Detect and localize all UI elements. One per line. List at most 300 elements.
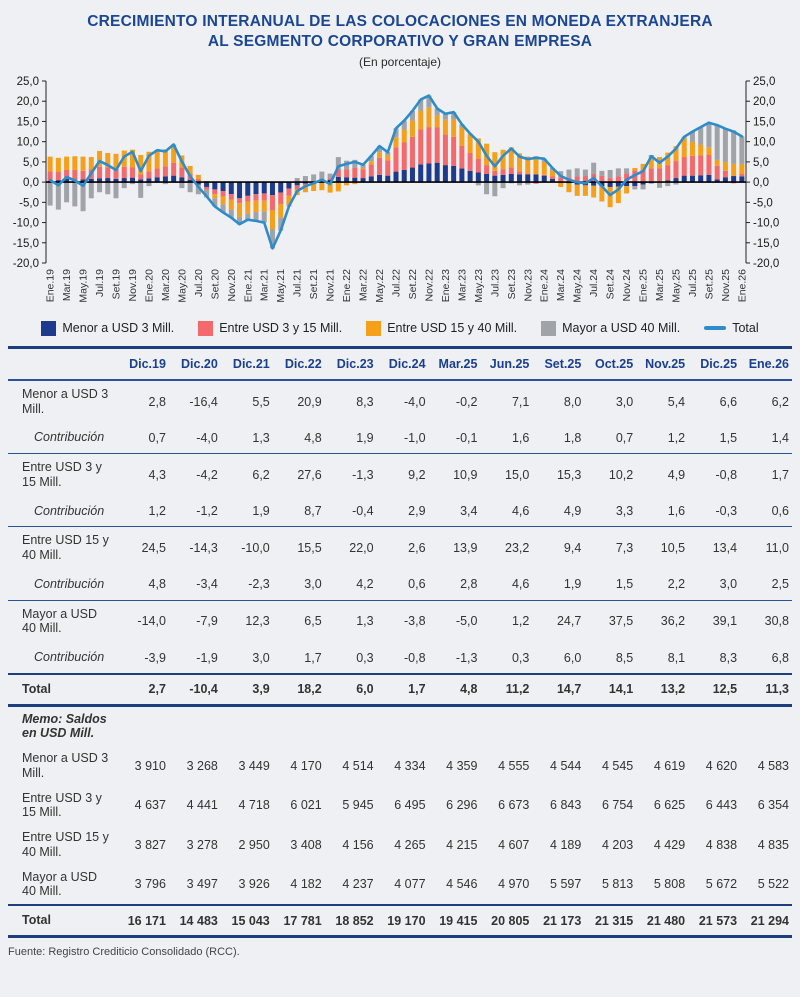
table-cell: -0,3 xyxy=(715,504,738,519)
bar-segment xyxy=(130,167,135,178)
bar-segment xyxy=(385,155,390,160)
table-cell: 1,5 xyxy=(719,430,738,445)
bar-segment xyxy=(122,167,127,178)
bar-segment xyxy=(138,182,143,198)
table-cell xyxy=(636,705,688,746)
bar-segment xyxy=(698,175,703,182)
x-tick-label: Jul.22 xyxy=(390,268,403,297)
table-cell: 14 483 xyxy=(169,905,221,936)
table-header-row xyxy=(8,347,792,380)
table-cell: 6 296 xyxy=(446,798,478,813)
table-row-value xyxy=(8,600,792,642)
bar-segment xyxy=(385,176,390,182)
column-header: Dic.22 xyxy=(273,347,325,380)
bar-segment xyxy=(492,182,497,196)
table-cell: 6,0 xyxy=(563,650,582,665)
table-cell: 4 838 xyxy=(705,837,738,852)
table-row-total xyxy=(8,674,792,705)
table-cell: 1,8 xyxy=(563,430,582,445)
bar-segment xyxy=(484,165,489,174)
y-tick-label-right: -15,0 xyxy=(753,237,780,250)
table-cell: 19 415 xyxy=(429,905,481,936)
bar-segment xyxy=(237,182,242,198)
table-cell: 13,9 xyxy=(429,527,481,569)
orange-swatch-icon xyxy=(366,321,381,336)
y-tick-label-right: 15,0 xyxy=(753,116,776,129)
x-tick-label: Jul.23 xyxy=(489,268,502,297)
bar-segment xyxy=(608,187,613,207)
table-cell: 1,7 xyxy=(377,674,429,705)
table-row-memo xyxy=(8,825,792,865)
table-cell: 5 808 xyxy=(653,877,686,892)
table-cell: 7,1 xyxy=(511,394,530,409)
table-cell: -10,0 xyxy=(221,527,273,569)
table-row-value xyxy=(8,454,792,496)
chart-subtitle: (En porcentaje) xyxy=(358,54,442,69)
row-label: Mayor a USD 40 Mill. xyxy=(22,869,98,899)
row-label: Entre USD 15 y 40 Mill. xyxy=(8,527,117,569)
table-cell: 2 950 xyxy=(238,837,270,852)
table-cell: 3 278 xyxy=(186,837,218,852)
table-cell: 5,5 xyxy=(252,394,270,409)
table-cell xyxy=(688,705,740,746)
table-row-value xyxy=(8,527,792,569)
bar-segment xyxy=(278,193,283,204)
table-cell: 4,2 xyxy=(356,577,374,592)
bar-segment xyxy=(394,172,399,183)
x-tick-label: Mar.24 xyxy=(555,268,568,302)
column-header: Dic.25 xyxy=(688,347,740,380)
table-cell xyxy=(169,705,221,746)
table-cell: 3 796 xyxy=(134,877,166,892)
x-tick-label: Jul.20 xyxy=(192,268,205,297)
table-cell: 6,2 xyxy=(771,394,789,409)
table-cell: 1,9 xyxy=(356,430,374,445)
table-cell: -3,8 xyxy=(377,600,429,642)
bar-segment xyxy=(114,182,119,198)
legend-item-3-15 xyxy=(198,321,342,336)
table-cell: 21 173 xyxy=(532,905,584,936)
x-tick-label: Nov.19 xyxy=(127,268,139,302)
x-tick-label: Jul.21 xyxy=(291,268,304,297)
table-cell: -0,8 xyxy=(403,650,426,665)
table-cell: 12,5 xyxy=(688,674,740,705)
data-table xyxy=(8,346,792,938)
table-cell: 8,3 xyxy=(719,650,738,665)
bar-segment xyxy=(105,167,110,178)
bar-segment xyxy=(459,168,464,182)
table-cell: 6 495 xyxy=(394,798,426,813)
table-cell: 5,4 xyxy=(667,394,686,409)
table-cell: 24,5 xyxy=(117,527,169,569)
row-label: Contribución xyxy=(34,430,105,445)
row-label: Contribución xyxy=(34,503,105,518)
x-tick-label: Mar.20 xyxy=(159,268,172,302)
table-cell xyxy=(377,705,429,746)
legend xyxy=(0,321,800,336)
bar-segment xyxy=(163,176,168,182)
row-label: Entre USD 3 y 15 Mill. xyxy=(8,454,117,496)
table-cell: 5 522 xyxy=(757,877,789,892)
bar-segment xyxy=(385,160,390,175)
bar-segment xyxy=(616,168,621,176)
bar-segment xyxy=(731,130,736,164)
table-cell: 2,5 xyxy=(771,577,789,592)
bar-segment xyxy=(344,169,349,177)
x-tick-label: Set.25 xyxy=(703,268,716,300)
bar-segment xyxy=(534,174,539,182)
table-cell: 1,9 xyxy=(563,577,582,592)
bar-segment xyxy=(665,165,670,180)
table-cell: 14,1 xyxy=(584,674,636,705)
bar-segment xyxy=(641,184,646,189)
bar-segment xyxy=(624,186,629,193)
table-cell: 0,7 xyxy=(148,430,166,445)
table-cell: 4,9 xyxy=(636,454,688,496)
bar-segment xyxy=(674,161,679,178)
table-cell: 4,8 xyxy=(429,674,481,705)
table-cell: 4 156 xyxy=(342,837,374,852)
bar-segment xyxy=(311,174,316,181)
table-cell: 0,6 xyxy=(408,577,426,592)
bar-segment xyxy=(484,174,489,182)
bar-segment xyxy=(624,168,629,173)
y-tick-label-left: 25,0 xyxy=(16,75,39,88)
table-cell: 5 813 xyxy=(601,877,634,892)
bar-segment xyxy=(698,155,703,175)
table-cell: 8,5 xyxy=(615,650,634,665)
bar-segment xyxy=(179,182,184,188)
x-tick-label: May.22 xyxy=(374,268,386,303)
bar-segment xyxy=(575,184,580,195)
bar-segment xyxy=(262,193,267,200)
table-cell: -14,3 xyxy=(169,527,221,569)
bar-segment xyxy=(163,166,168,176)
x-tick-label: Nov.22 xyxy=(423,268,436,302)
table-cell xyxy=(117,705,169,746)
y-tick-label-right: -10,0 xyxy=(753,217,780,230)
table-cell: 2,7 xyxy=(117,674,169,705)
y-tick-label-left: -20,0 xyxy=(12,257,39,270)
table-cell: 3,0 xyxy=(615,394,634,409)
column-header: Jun.25 xyxy=(480,347,532,380)
column-header: Dic.21 xyxy=(221,347,273,380)
bar-segment xyxy=(517,171,522,174)
table-cell: 13,2 xyxy=(636,674,688,705)
table-cell: 4 620 xyxy=(705,758,738,773)
table-cell: 4 546 xyxy=(446,877,478,892)
y-tick-label-right: 10,0 xyxy=(753,136,776,149)
row-label: Entre USD 15 y 40 Mill. xyxy=(22,830,109,859)
table-cell: 3,0 xyxy=(304,577,322,592)
table-cell: 4,6 xyxy=(511,577,530,592)
x-tick-label: Mar.21 xyxy=(258,268,271,302)
row-label: Contribución xyxy=(34,650,105,665)
row-label: Menor a USD 3 Mill. xyxy=(22,751,109,780)
bar-segment xyxy=(122,182,127,188)
x-tick-label: Set.20 xyxy=(209,268,222,300)
table-cell: 4 441 xyxy=(186,798,218,813)
table-cell: -10,4 xyxy=(169,674,221,705)
table-cell: 1,9 xyxy=(252,504,270,519)
table-cell: 7,3 xyxy=(584,527,636,569)
table-cell: 4 265 xyxy=(394,837,426,852)
table-cell: 21 294 xyxy=(740,905,792,936)
bar-segment xyxy=(451,119,456,136)
y-tick-label-right: 25,0 xyxy=(753,75,776,88)
bar-segment xyxy=(303,176,308,182)
table-cell: 3,4 xyxy=(460,504,478,519)
x-tick-label: Jul.25 xyxy=(687,268,699,297)
table-cell: 6,0 xyxy=(325,674,377,705)
table-cell: 3,3 xyxy=(615,504,634,519)
bar-segment xyxy=(443,120,448,135)
row-label: Total xyxy=(8,905,117,936)
table-cell: 15,0 xyxy=(480,454,532,496)
table-row-memo xyxy=(8,786,792,826)
bar-segment xyxy=(649,168,654,182)
bar-segment xyxy=(484,182,489,194)
table-cell: -1,3 xyxy=(325,454,377,496)
source-note: Fuente: Registro Crediticio Consolidado (RCC). xyxy=(8,945,240,958)
table-cell: 37,5 xyxy=(584,600,636,642)
bar-segment xyxy=(616,176,621,182)
table-cell: 24,7 xyxy=(532,600,584,642)
bar-segment xyxy=(509,167,514,173)
column-header: Dic.24 xyxy=(377,347,429,380)
bar-segment xyxy=(377,158,382,175)
bar-segment xyxy=(583,169,588,175)
bar-segment xyxy=(435,127,440,162)
chart-title-line2: AL SEGMENTO CORPORATIVO Y GRAN EMPRESA xyxy=(207,33,593,51)
table-cell: 3 449 xyxy=(238,758,270,773)
bar-segment xyxy=(492,152,497,171)
table-cell: 8,1 xyxy=(667,650,686,665)
bar-segment xyxy=(723,171,728,177)
y-tick-label-left: 10,0 xyxy=(16,136,39,149)
row-label: Menor a USD 3 Mill. xyxy=(22,386,109,416)
table-cell: 2,2 xyxy=(667,577,686,592)
bar-segment xyxy=(402,170,407,182)
x-tick-label: Ene.24 xyxy=(538,268,551,303)
bar-segment xyxy=(89,182,94,198)
table-cell: -3,9 xyxy=(144,650,166,665)
bar-segment xyxy=(459,146,464,169)
table-cell: 4,8 xyxy=(148,577,166,592)
table-cell: -1,3 xyxy=(455,650,478,665)
bar-segment xyxy=(410,137,415,168)
legend-label: Total xyxy=(732,321,759,336)
bar-segment xyxy=(599,176,604,182)
x-tick-label: May.19 xyxy=(77,268,90,303)
bar-segment xyxy=(657,182,662,187)
table-cell: 12,3 xyxy=(221,600,273,642)
bar-segment xyxy=(254,194,259,200)
table-cell: -16,4 xyxy=(189,394,218,409)
bar-segment xyxy=(319,182,324,190)
table-cell: -2,3 xyxy=(248,577,270,592)
bar-segment xyxy=(418,164,423,182)
column-header: Nov.25 xyxy=(636,347,688,380)
table-row-contribution xyxy=(8,496,792,527)
bar-segment xyxy=(81,157,86,171)
bar-segment xyxy=(706,147,711,155)
table-cell: 4 182 xyxy=(290,877,322,892)
row-label: Mayor a USD 40 Mill. xyxy=(8,600,117,642)
bar-segment xyxy=(361,169,366,178)
navy-swatch-icon xyxy=(41,321,56,336)
bar-segment xyxy=(212,194,217,198)
bar-segment xyxy=(278,182,283,193)
bar-segment xyxy=(682,157,687,176)
table-cell: 6 021 xyxy=(290,798,322,813)
column-header: Mar.25 xyxy=(429,347,481,380)
table-cell: 13,4 xyxy=(688,527,740,569)
table-cell: 4 545 xyxy=(601,758,634,773)
bar-segment xyxy=(435,115,440,127)
bar-segment xyxy=(476,159,481,173)
x-tick-label: May.24 xyxy=(571,268,584,303)
bar-segment xyxy=(229,199,234,209)
x-tick-label: Set.22 xyxy=(407,268,419,300)
bar-segment xyxy=(575,168,580,176)
table-cell: 11,0 xyxy=(740,527,792,569)
column-header: Set.25 xyxy=(532,347,584,380)
bar-segment xyxy=(525,174,530,175)
bar-segment xyxy=(270,195,275,210)
bar-segment xyxy=(426,163,431,182)
table-cell: 19 170 xyxy=(377,905,429,936)
table-cell: 1,2 xyxy=(480,600,532,642)
table-cell: 5 672 xyxy=(705,877,738,892)
table-cell: 18,2 xyxy=(273,674,325,705)
table-cell: 14,7 xyxy=(532,674,584,705)
bar-segment xyxy=(262,211,267,222)
bar-segment xyxy=(72,156,77,170)
table-cell: 5 945 xyxy=(342,798,374,813)
bar-segment xyxy=(468,171,473,182)
bar-segment xyxy=(583,185,588,196)
bar-segment xyxy=(245,201,250,213)
table-cell: 4 835 xyxy=(757,837,789,852)
table-cell xyxy=(325,705,377,746)
corner-cell xyxy=(8,347,117,380)
table-cell xyxy=(480,705,532,746)
table-cell: 4 514 xyxy=(342,758,374,773)
x-tick-label: May.25 xyxy=(670,268,683,303)
bar-segment xyxy=(550,176,555,178)
bar-segment xyxy=(221,191,226,197)
bar-segment xyxy=(501,175,506,182)
column-header: Dic.23 xyxy=(325,347,377,380)
table-cell xyxy=(532,705,584,746)
bar-segment xyxy=(426,108,431,127)
bar-segment xyxy=(542,162,547,175)
table-cell xyxy=(584,705,636,746)
y-tick-label-right: 0,0 xyxy=(753,177,769,190)
table-cell: 21 480 xyxy=(636,905,688,936)
table-cell: -4,0 xyxy=(196,430,218,445)
bar-segment xyxy=(221,182,226,191)
bar-segment xyxy=(196,175,201,179)
x-tick-label: Ene.26 xyxy=(736,268,749,303)
table-cell: 10,2 xyxy=(584,454,636,496)
bar-segment xyxy=(262,201,267,212)
table-cell: 1,4 xyxy=(771,430,789,445)
table-cell: 9,2 xyxy=(377,454,429,496)
bar-segment xyxy=(451,137,456,166)
table-cell: -0,4 xyxy=(352,504,374,519)
bar-segment xyxy=(286,182,291,188)
table-cell: 1,3 xyxy=(325,600,377,642)
table-cell: 4 607 xyxy=(498,837,530,852)
table-cell xyxy=(429,705,481,746)
table-cell: 11,2 xyxy=(480,674,532,705)
bar-segment xyxy=(146,171,151,178)
x-tick-label: Ene.23 xyxy=(439,268,452,303)
bar-segment xyxy=(229,194,234,199)
bar-segment xyxy=(525,174,530,182)
bar-segment xyxy=(212,189,217,194)
red-swatch-icon xyxy=(198,321,213,336)
bar-segment xyxy=(476,172,481,182)
bar-segment xyxy=(286,188,291,195)
bar-segment xyxy=(468,153,473,171)
bar-segment xyxy=(221,197,226,205)
bar-segment xyxy=(278,204,283,218)
legend-label: Mayor a USD 40 Mill. xyxy=(562,321,681,336)
bar-segment xyxy=(262,182,267,193)
bar-segment xyxy=(657,168,662,182)
table-cell: 8,0 xyxy=(563,394,582,409)
table-cell: 3 408 xyxy=(290,837,322,852)
table-row-value xyxy=(8,380,792,423)
y-tick-label-left: 15,0 xyxy=(16,116,39,129)
bar-segment xyxy=(739,164,744,174)
table-cell: -1,0 xyxy=(403,430,426,445)
x-tick-label: Nov.24 xyxy=(621,268,634,302)
bar-segment xyxy=(171,176,176,182)
table-cell: 21 315 xyxy=(584,905,636,936)
x-tick-label: Jul.19 xyxy=(94,268,106,297)
table-cell: -0,2 xyxy=(455,394,478,409)
table-cell: 1,6 xyxy=(667,504,686,519)
bar-segment xyxy=(254,201,259,212)
table-cell: 4 637 xyxy=(134,798,166,813)
bar-segment xyxy=(566,169,571,177)
row-label: Total xyxy=(8,674,117,705)
bar-segment xyxy=(188,182,193,192)
y-tick-label-right: 5,0 xyxy=(753,156,769,169)
table-cell: 6 443 xyxy=(705,798,738,813)
table-cell: 3,0 xyxy=(719,577,738,592)
bar-segment xyxy=(377,175,382,182)
bar-segment xyxy=(352,168,357,178)
x-tick-label: May.20 xyxy=(176,268,189,303)
table-cell: 4 619 xyxy=(653,758,686,773)
table-cell: 1,7 xyxy=(740,454,792,496)
bar-segment xyxy=(72,170,77,180)
table-cell: 6 354 xyxy=(757,798,789,813)
table-row-memo xyxy=(8,865,792,906)
bar-segment xyxy=(394,147,399,171)
table-cell: 4 077 xyxy=(394,877,426,892)
bar-segment xyxy=(229,182,234,194)
bar-segment xyxy=(155,168,160,177)
growth-chart xyxy=(0,71,800,321)
bar-segment xyxy=(591,186,596,198)
table-cell: 4,6 xyxy=(511,504,530,519)
